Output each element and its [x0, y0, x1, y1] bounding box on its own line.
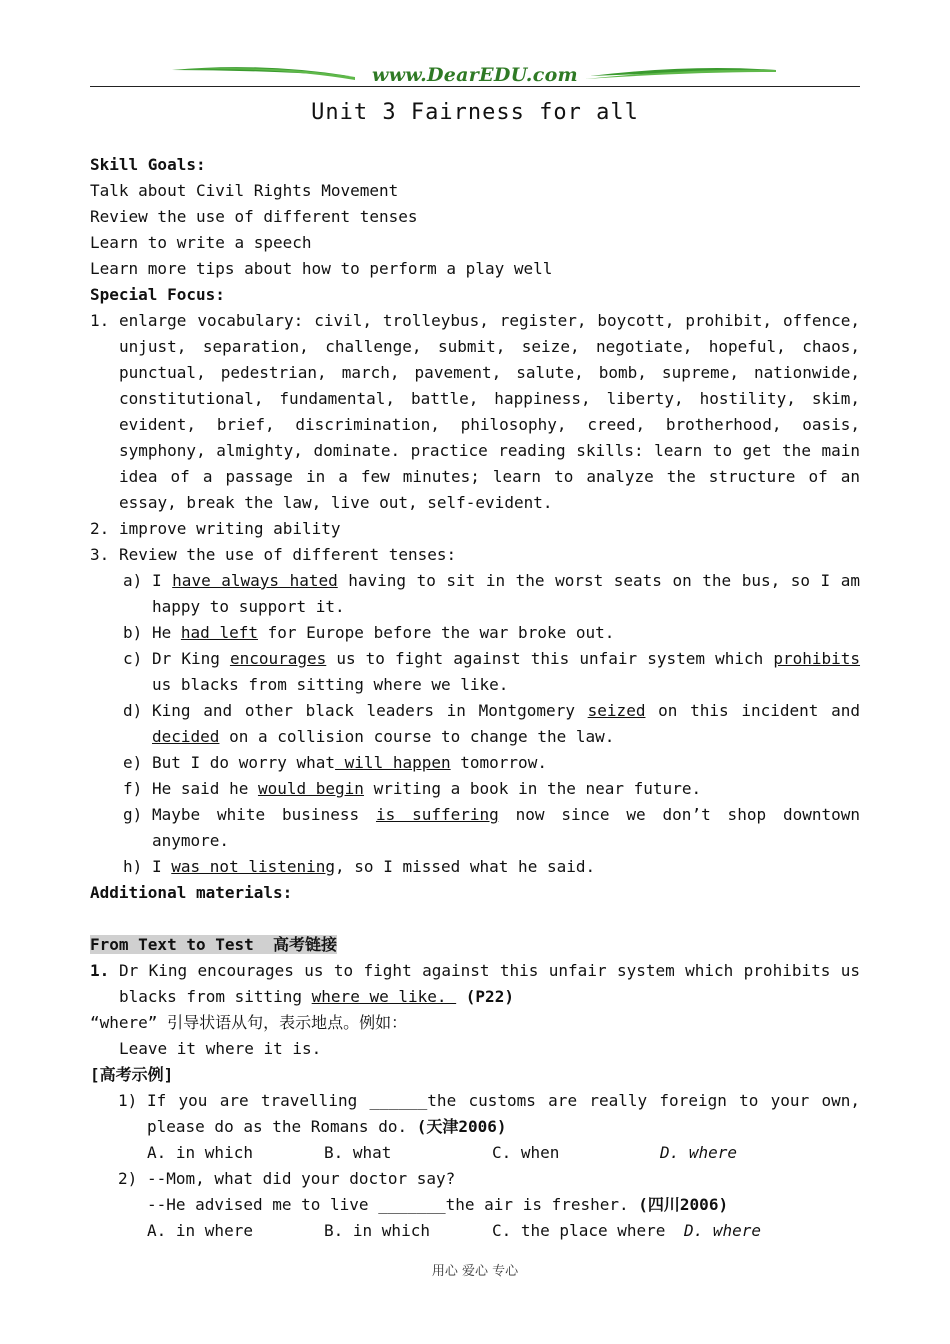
example-label: b): [123, 623, 143, 642]
focus-item-1-line: essay, break the law, live out, self-evident.: [119, 493, 553, 512]
example-f: [90, 776, 860, 802]
from-text-heading-line: [90, 932, 860, 958]
option-c: C. when: [492, 1143, 560, 1162]
focus-item-1-line: [90, 308, 860, 334]
answer-blank: ______: [369, 1091, 428, 1110]
example-g: [90, 802, 860, 828]
focus-item-1-line: evident, brief, discrimination, philosophy, creed, brotherhood, oasis,: [119, 415, 860, 434]
skill-goal-item: Learn more tips about how to perform a play well: [90, 259, 553, 278]
list-number: 1.: [90, 311, 110, 330]
underlined-verb: have always hated: [172, 571, 338, 590]
example-text: for Europe before the war broke out.: [257, 623, 615, 642]
special-focus-heading: Special Focus:: [90, 285, 225, 304]
example-text: having to sit in the worst seats on the bus, so I am: [337, 571, 860, 590]
skill-goal-item: Learn to write a speech: [90, 233, 312, 252]
option-d: D. where: [660, 1143, 738, 1162]
question-1: [90, 958, 860, 984]
grammar-example: Leave it where it is.: [119, 1039, 322, 1058]
spacer: [90, 906, 860, 932]
question-number: 2): [118, 1169, 138, 1188]
example-text: He said he: [152, 779, 258, 798]
example-c-cont: us blacks from sitting where we like.: [152, 675, 509, 694]
example-text: on a collision course to change the law.: [219, 727, 615, 746]
example-text: Maybe white business: [152, 805, 376, 824]
focus-item-3-text: Review the use of different tenses:: [119, 545, 457, 564]
example-text: tomorrow.: [450, 753, 547, 772]
example-text: , so I missed what he said.: [335, 857, 596, 876]
question-source: (四川2006): [638, 1195, 729, 1214]
logo-text: www.DearEDU.com: [372, 64, 578, 86]
option-a: A. in where: [147, 1221, 253, 1240]
exam-question-2: [90, 1166, 860, 1192]
from-text-heading: From Text to Test 高考链接: [90, 935, 338, 954]
question-text: please do as the Romans do.: [147, 1117, 417, 1136]
focus-item-2: [90, 516, 860, 542]
underlined-verb: had left: [180, 623, 258, 642]
underlined-phrase: where we like.: [311, 987, 457, 1006]
example-text: He: [152, 623, 181, 642]
skill-goals-heading: Skill Goals:: [90, 155, 206, 174]
list-number: 3.: [90, 545, 110, 564]
focus-item-1-line: symphony, almighty, dominate. practice reading skills: learn to get the main: [119, 441, 860, 460]
example-a: [90, 568, 860, 594]
underlined-verb: was not listening: [171, 857, 336, 876]
underlined-verb: seized: [587, 701, 646, 720]
focus-item-3: [90, 542, 860, 568]
page-footer: 用心 爱心 专心: [431, 1264, 519, 1279]
exam-question-2-options: [90, 1218, 860, 1244]
focus-item-1-line: unjust, separation, challenge, submit, seize, negotiate, hopeful, chaos,: [119, 337, 860, 356]
example-b: [90, 620, 860, 646]
option-d: D. where: [684, 1221, 762, 1240]
example-label: e): [123, 753, 143, 772]
question-text: blacks from sitting: [119, 987, 312, 1006]
focus-item-2-text: improve writing ability: [119, 519, 341, 538]
grammar-note: “where” 引导状语从句，表示地点。例如：: [90, 1013, 408, 1032]
example-text: Dr King: [152, 649, 230, 668]
question-text: If you are travelling: [147, 1091, 370, 1110]
example-text: King and other black leaders in Montgomery: [152, 701, 588, 720]
document-body: [90, 152, 860, 1244]
example-d: [90, 698, 860, 724]
example-g-cont: anymore.: [152, 831, 230, 850]
example-label: c): [123, 649, 143, 668]
option-b: B. what: [324, 1143, 392, 1162]
question-text: Dr King encourages us to fight against this unfair system which prohibits us: [119, 961, 860, 980]
example-text: I: [152, 857, 172, 876]
example-h: [90, 854, 860, 880]
exam-question-1: [90, 1088, 860, 1114]
example-label: f): [123, 779, 143, 798]
question-text: --Mom, what did your doctor say?: [147, 1169, 456, 1188]
question-text: --He advised me to live: [147, 1195, 379, 1214]
focus-item-1-text: enlarge vocabulary: civil, trolleybus, register, boycott, prohibit, offence,: [119, 311, 860, 330]
exam-question-2-cont: [90, 1192, 860, 1218]
question-number: 1.: [90, 961, 110, 980]
example-a-cont: happy to support it.: [152, 597, 345, 616]
focus-item-1-line: punctual, pedestrian, march, pavement, salute, bomb, supreme, nationwide,: [119, 363, 860, 382]
question-text: the air is fresher.: [445, 1195, 639, 1214]
exam-question-1-options: [90, 1140, 860, 1166]
header-divider: [90, 86, 860, 87]
example-text: now since we don’t shop downtown: [498, 805, 861, 824]
skill-goal-item: Talk about Civil Rights Movement: [90, 181, 399, 200]
question-source: (天津2006): [416, 1117, 507, 1136]
example-label: h): [123, 857, 143, 876]
example-label: d): [123, 701, 143, 720]
option-a: A. in which: [147, 1143, 253, 1162]
underlined-verb: prohibits: [773, 649, 861, 668]
question-number: 1): [118, 1091, 138, 1110]
question-1-cont: [90, 984, 860, 1010]
option-c: C. the place where: [492, 1221, 666, 1240]
list-number: 2.: [90, 519, 110, 538]
example-text: us to fight against this unfair system which: [326, 649, 774, 668]
example-text: But I do worry what: [152, 753, 336, 772]
example-e: [90, 750, 860, 776]
exam-examples-heading: [高考示例]: [90, 1065, 174, 1084]
option-b: B. in which: [324, 1221, 430, 1240]
example-text: on this incident and: [645, 701, 860, 720]
example-label: a): [123, 571, 143, 590]
example-text: I: [152, 571, 173, 590]
skill-goal-item: Review the use of different tenses: [90, 207, 418, 226]
example-c: [90, 646, 860, 672]
example-d-cont: [90, 724, 860, 750]
example-label: g): [123, 805, 143, 824]
exam-question-1-cont: [90, 1114, 860, 1140]
question-text: the customs are really foreign to your own,: [427, 1091, 861, 1110]
underlined-verb: encourages: [229, 649, 327, 668]
answer-blank: _______: [378, 1195, 446, 1214]
underlined-verb: is suffering: [375, 805, 499, 824]
example-text: writing a book in the near future.: [363, 779, 702, 798]
underlined-verb: decided: [152, 727, 220, 746]
page-reference: (P22): [456, 987, 514, 1006]
underlined-verb: will happen: [335, 753, 451, 772]
focus-item-1-line: constitutional, fundamental, battle, happiness, liberty, hostility, skim,: [119, 389, 860, 408]
page-title: Unit 3 Fairness for all: [311, 100, 639, 125]
underlined-verb: would begin: [257, 779, 364, 798]
focus-item-1-line: idea of a passage in a few minutes; learn to analyze the structure of an: [119, 467, 860, 486]
additional-materials-heading: Additional materials:: [90, 883, 293, 902]
